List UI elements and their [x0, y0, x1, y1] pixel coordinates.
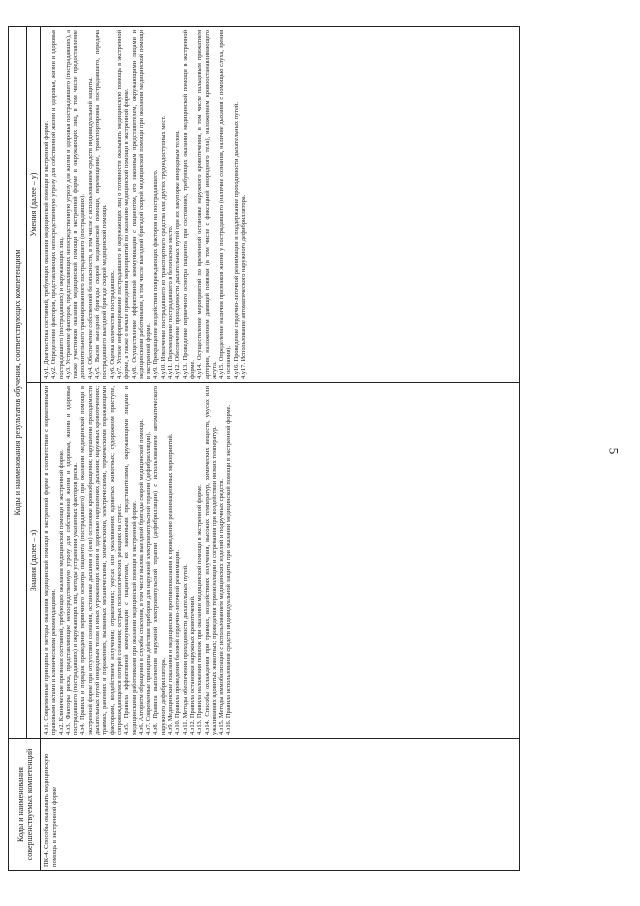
knowledge-item: 4.з2. Клинические признаки состояний, требующих оказания медицинской помощи в экстренной форме. — [57, 449, 65, 735]
skill-item: 4.у3. Устранение факторов, представляющих непосредственную угрозу для жизни и здоровья пострадавшего (пострадавших), а также участников оказания медицинской помощи в экстренной форме и окружающих лиц, в том числе предоставление дополнительного травмированного пострадавшего (пострадавших). — [64, 29, 87, 379]
knowledge-item: 4.з5. Правила эффективной коммуникации с пациентами, их законными представителями, окружающими лицами и медицинскими работниками при оказании медицинской помощи в экстренной форме. — [123, 386, 138, 735]
skill-item: 4.у16. Проведение сердечно-легочной реанимации и поддержание проходимости дыхательных путей. — [232, 102, 240, 379]
header-competence: Коды и наименования совершенствуемых компетенций — [9, 739, 41, 871]
knowledge-item: 4.з16. Правила использования средств индивидуальной защиты при оказании медицинской помощи в экстренной форме. — [225, 404, 233, 735]
knowledge-item: 4.з8. Правила выполнения наружной электроимпульсной терапии (дефибрилляции) с использованием автоматического наружного дефибриллятора. — [152, 386, 167, 735]
competence-cell: ПК-4. Способы оказывать медицинскую помощь в экстренной форме — [41, 739, 520, 871]
skill-item: 4.у10. Извлечение пострадавшего из транспортного средства или других труднодоступных мест. — [159, 115, 167, 379]
competence-table — [8, 26, 520, 871]
skill-item: 4.у7. Устное информирование пострадавшего и окружающих лиц о готовности оказывать медицинскую помощь в экстренной форме, а также о начале проведения мероприятий по оказанию медицинской помощи в экстренной форме. — [115, 29, 131, 379]
competence-table-sheet — [8, 26, 520, 871]
skill-item: 4.у1. Диагностика состояний, требующих оказания медицинской помощи в экстренной форме. — [43, 120, 50, 379]
page-number: 5 — [606, 447, 622, 455]
skill-item: 4.у12. Обеспечение проходимости дыхательных путей при их закупорке инородным телом. — [174, 130, 182, 379]
knowledge-item: 4.з3. Факторы риска, представляющие непосредственную угрозу для собственной жизни и здоровья, жизни и здоровья пострадавшего (пострадавших) и окружающих лиц, методы устранения указанных факторов риска. — [64, 386, 80, 735]
knowledge-item: 4.з1. Современные принципы и методы оказания медицинской помощи в экстренной форме в соответствии с нормативными правовыми актами и клиническими рекомендациями. — [43, 386, 58, 735]
skill-item: 4.у15. Определение наличия признаков жизни у пострадавшего (наличие сознания, наличие дыхания с помощью слуха, зрения и осязания). — [218, 29, 233, 379]
knowledge-item: 4.з12. Правила остановки наружных кровотечений. — [188, 595, 196, 735]
skill-item: 4.у2. Определение факторов, представляющих непосредственную угрозу для собственной жизни и здоровья, жизни и здоровья пострадавшего (пострадавших) и окружающих лиц. — [50, 29, 65, 379]
skill-item: 4.у17. Использование автоматического наружного дефибриллятора. — [240, 194, 248, 379]
skill-item: 4.у13. Проведение первичного осмотра пациента при состояниях, требующих оказания медицинской помощи в экстренной форме. — [181, 29, 196, 379]
knowledge-item: 4.з11. Методы обеспечения проходимости дыхательных путей. — [181, 564, 189, 735]
knowledge-item: 4.з14. Способы охлаждения при травмах, воздействиях излучения, высоких температур, химических веществ, укусах или ужаливаниях ядовитых животных; проведения термоизоляции и согревания при воздействии низких температур. — [203, 386, 218, 735]
knowledge-item: 4.з15. Методы иммобилизации с использованием медицинских изделий и подручных средств. — [218, 479, 226, 735]
knowledge-item: 4.з7. Современные принципы действия приборов для наружной электроимпульсной терапии (дефибрилляции). — [145, 431, 153, 735]
skills-cell — [41, 26, 520, 382]
knowledge-cell — [41, 383, 520, 739]
skill-item: 4.у9. Прекращение воздействия повреждающих факторов на пострадавшего. — [152, 169, 160, 379]
skill-item: 4.у11. Перемещение пострадавшего в безопасное место. — [167, 225, 175, 379]
header-results: Коды и наименования результатов обучения, соответствующих компетенциям — [9, 26, 27, 738]
knowledge-item: 4.з10. Правила проведения базовой сердечно-легочной реанимации. — [174, 549, 182, 735]
skill-item: 4.у6. Оценка количества пострадавших. — [108, 270, 116, 379]
skill-item: 4.у5. Вызов выездной бригады скорой медицинской помощи, перемещение, транспортировка пострадавшего, передача пострадавшего выездной бригаде скорой медицинской помощи. — [94, 29, 109, 379]
knowledge-item: 4.з9. Медицинские показания и медицинские противопоказания к проведению реанимационных мероприятий. — [167, 433, 175, 735]
knowledge-item: 4.з6. Алгоритм обращения в службы спасения, в том числе вызова выездной бригады скорой медицинской помощи. — [137, 419, 145, 735]
skill-item: 4.у4. Обеспечение собственной безопасности, в том числе с использованием средств индивидуальной защиты. — [86, 77, 94, 379]
header-skills: Умения (далее – у) — [27, 26, 41, 382]
skill-item: 4.у14. Осуществление мероприятий по временной остановке наружного кровотечения, в том числе пальцевым прижатием артерии, наложением давящей повязки (в том числе с фиксацией инородного тела), наложением кровоостанавливающего жгута. — [196, 29, 218, 379]
knowledge-item: 4.з4. Правила и порядок проведения первичного осмотра пациента (пострадавшего) при оказании медицинской помощи в экстренной форме при отсутствии сознания, остановке дыхания и (или) остановке кровообращения; нарушении проходимости дыхательных путей инородным телом и иных угрожающих жизни и здоровью нарушениях дыхания; наружных кровотечениях; травмах, ранениях и поражениях, вызванных механическими, химическими, электрическими, термическими поражающими факторами, воздействием излучения; отравлениях; укусах или ужаливаниях ядовитых животных; судорожном приступе, сопровождающемся потерей сознания; острых психологических реакциях на стресс. — [79, 386, 123, 735]
header-knowledge: Знания (далее – з) — [27, 383, 41, 739]
knowledge-item: 4.з13. Правила наложения повязок при оказании медицинской помощи в экстренной форме. — [196, 484, 204, 735]
skill-item: 4.у8. Осуществление эффективной коммуникации с пациентом, его законным представителем, окружающими лицами и медицинскими работниками, в том числе выездной бригадой скорой медицинской помощи при оказании медицинской помощи в экстренной форме. — [130, 29, 153, 379]
